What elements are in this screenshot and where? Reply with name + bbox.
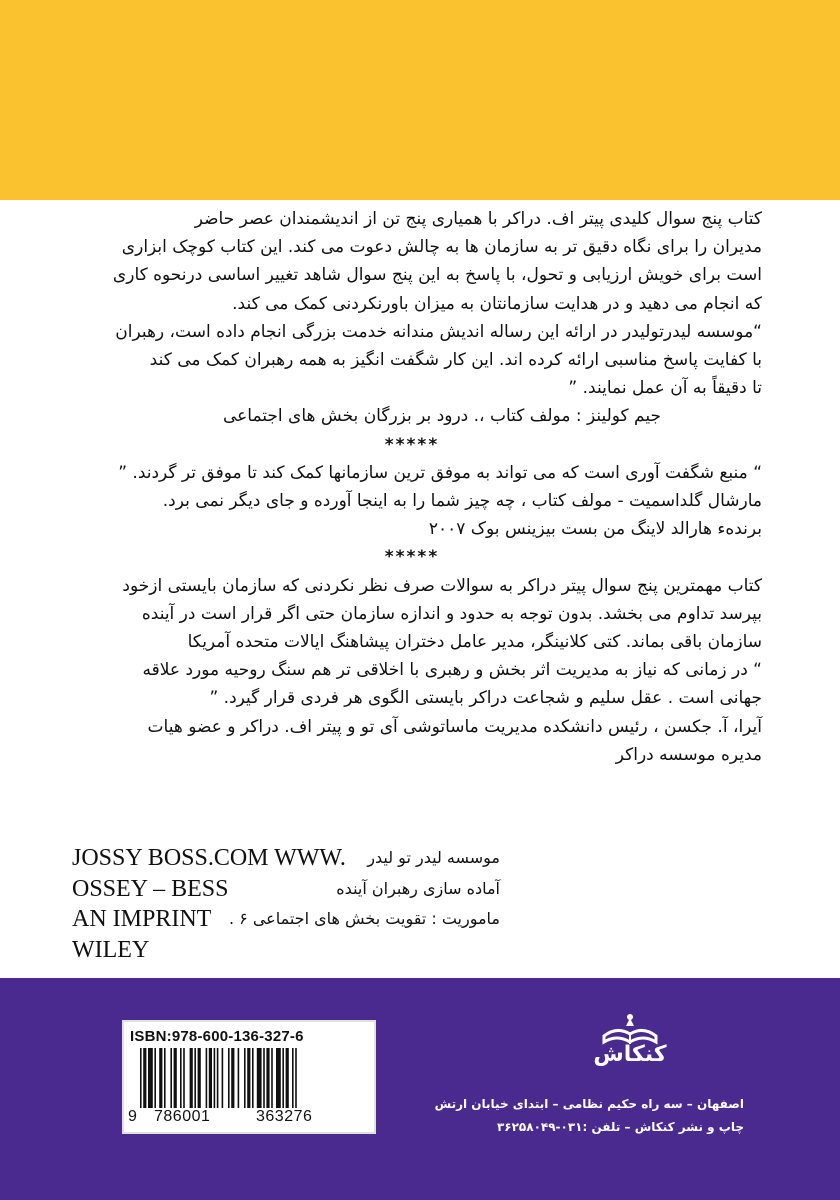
barcode-bar	[209, 1048, 212, 1108]
barcode-bar	[198, 1048, 201, 1108]
text-line: مدیره موسسه دراکر	[615, 744, 762, 765]
publisher-logo	[590, 1012, 670, 1084]
barcode-bar	[164, 1048, 166, 1108]
barcode-bar	[190, 1048, 193, 1108]
phone-line: چاپ و نشر کنکاش – تلفن :۰۳۱-۳۶۲۵۸۰۴۹	[496, 1120, 744, 1134]
barcode-bar	[263, 1048, 265, 1108]
quote-attribution: جیم کولینز : مولف کتاب ،. درود بر بزرگان بخش های اجتماعی	[222, 406, 662, 427]
publisher-latin-line: JOSSY BOSS.COM WWW.	[72, 845, 346, 871]
barcode-digit-group: 786001	[154, 1108, 211, 1125]
barcode-bar	[143, 1048, 146, 1108]
publisher-persian-line: آماده سازی رهبران آینده	[336, 878, 500, 898]
barcode-bar	[154, 1048, 156, 1108]
publisher-persian-line: ماموریت : تقویت بخش های اجتماعی ۶ .	[228, 909, 500, 928]
text-line: است برای خویش ارزیابی و تحول، با پاسخ به این پنج سوال شاهد تغییر اساسی درنحوه کاری	[112, 265, 762, 286]
publisher-address	[424, 1093, 744, 1139]
barcode-bars	[134, 1048, 362, 1110]
text-line: بپرسد تداوم می بخشد. بدون توجه به حدود و اندازه سازمان حتی اگر قرار است در آینده	[141, 603, 762, 624]
text-line: مدیران را برای نگاه دقیق تر به سازمان ها به چالش دعوت می کند. این کتاب کوچک ابزاری	[121, 237, 762, 258]
barcode-bar	[214, 1048, 216, 1108]
text-line: سازمان باقی بماند. کتی کلانینگر، مدیر عامل دختران پیشاهنگ ایالات متحده آمریکا	[187, 632, 762, 653]
barcode-bar	[228, 1048, 230, 1108]
publisher-logo-text: کنکاش	[593, 1042, 667, 1067]
barcode-bar	[271, 1048, 273, 1108]
text-line: “ منبع شگفت آوری است که می تواند به موفق ترین سازمانها کمک کند تا موفق تر گردند. ”	[118, 462, 762, 483]
barcode-bar	[292, 1048, 294, 1108]
barcode-bar	[257, 1048, 262, 1108]
separator-stars: *****	[384, 434, 440, 455]
barcode-bar	[286, 1048, 289, 1108]
text-line: “موسسه لیدرتولیدر در ارائه این رساله اندیش مندانه خدمت بزرگی انجام داده است، رهبران	[115, 321, 762, 342]
barcode-bar	[276, 1048, 281, 1108]
barcode-bar	[148, 1048, 153, 1108]
barcode-bar	[222, 1048, 224, 1108]
barcode-bar	[180, 1048, 182, 1108]
publisher-latin-line: OSSEY – BESS	[72, 875, 229, 902]
publisher-latin-line: WILEY	[72, 936, 150, 963]
text-line: جهانی است . عقل سلیم و شجاعت دراکر بایستی الگوی هر فردی قرار گیرد. ”	[209, 688, 762, 709]
text-line: کتاب پنج سوال کلیدی پیتر اف. دراکر با همیاری پنج تن از اندیشمندان عصر حاضر	[194, 209, 762, 229]
publisher-persian-line: موسسه لیدر تو لیدر	[367, 848, 500, 867]
barcode-bar	[295, 1048, 297, 1108]
barcode-bar	[140, 1048, 142, 1108]
text-line: آیرا، آ. جکسن ، رئیس دانشکده مدیریت ماساتوشی آی تو و پیتر اف. دراکر و عضو هیات	[147, 716, 762, 737]
isbn-number: ISBN:978-600-136-327-6	[130, 1028, 304, 1045]
barcode-bar	[194, 1048, 196, 1108]
barcode-bar	[174, 1048, 177, 1108]
barcode-digit-first: 9	[128, 1108, 138, 1125]
text-line: کتاب مهمترین پنج سوال پیتر دراکر به سوالات صرف نظر نکردنی که سازمان بایستی ازخود	[122, 575, 762, 596]
text-line: تا دقیقاً به آن عمل نمایند. ”	[568, 378, 762, 399]
text-line: با کفایت پاسخ مناسبی ارائه کرده اند. این کار شگفت انگیز به همه رهبران کمک می کند	[149, 350, 762, 371]
back-cover-text	[62, 205, 762, 769]
barcode-bar	[217, 1048, 219, 1108]
text-line: “ در زمانی که نیاز به مدیریت اثر بخش و رهبری با اخلاقی تر هم سنگ روحیه مورد علاقه	[142, 660, 762, 681]
barcode-bar	[252, 1048, 254, 1108]
isbn-barcode	[122, 1020, 376, 1134]
address-line: اصفهان – سه راه حکیم نظامی – ابتدای خیابان ارتش	[434, 1097, 744, 1111]
barcode-bar	[247, 1048, 250, 1108]
barcode-bar	[206, 1048, 208, 1108]
barcode-bar	[238, 1048, 240, 1108]
barcode-digit-group: 363276	[256, 1108, 313, 1125]
barcode-bar	[170, 1048, 172, 1108]
barcode-bar	[159, 1048, 162, 1108]
barcode-bar	[282, 1048, 284, 1108]
text-line: که انجام می دهید و در هدایت سازمانتان به میزان باورنکردنی کمک می کند.	[232, 293, 762, 314]
top-color-band	[0, 0, 840, 200]
publisher-persian-block	[228, 843, 500, 935]
separator-stars: *****	[384, 547, 440, 568]
text-line: مارشال گلداسمیت - مولف کتاب ، چه چیز شما را به اینجا آورده و جای دیگر نمی برد.	[162, 491, 762, 512]
barcode-bar	[183, 1048, 185, 1108]
text-line: برندهء هارالد لاینگ من بست بیزینس بوک ۲۰۰۷	[428, 519, 762, 540]
barcode-bar	[244, 1048, 246, 1108]
barcode-bar	[231, 1048, 234, 1108]
publisher-latin-line: AN IMPRINT	[72, 906, 212, 932]
barcode-bar	[266, 1048, 269, 1108]
